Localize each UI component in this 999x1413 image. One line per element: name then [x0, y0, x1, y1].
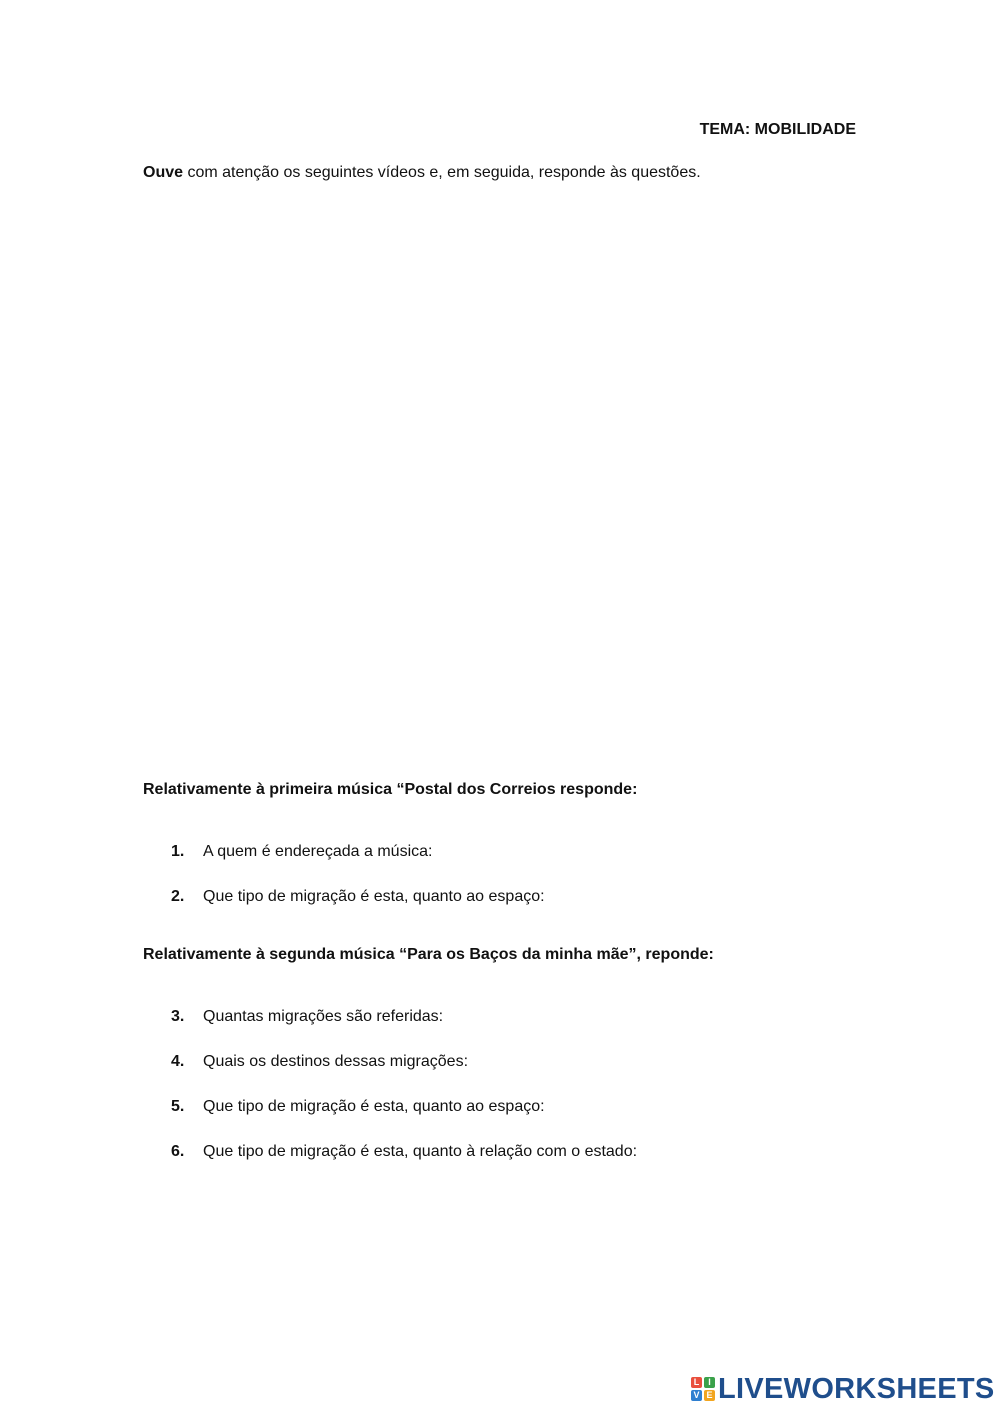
intro-text: com atenção os seguintes vídeos e, em seguida, responde às questões. — [183, 164, 701, 181]
question-item — [171, 1143, 637, 1161]
question-number: 6. — [171, 1143, 185, 1160]
liveworksheets-logo — [691, 1372, 995, 1406]
logo-text: LIVEWORKSHEETS — [718, 1373, 995, 1405]
live-grid-icon — [691, 1377, 715, 1401]
question-item — [171, 1053, 468, 1071]
question-item — [171, 888, 545, 906]
question-text: Quais os destinos dessas migrações: — [203, 1053, 469, 1070]
question-item — [171, 1098, 545, 1116]
logo-tile-e: E — [704, 1390, 715, 1401]
intro-instruction — [143, 164, 701, 182]
question-number: 3. — [171, 1008, 185, 1025]
question-text: A quem é endereçada a música: — [203, 843, 433, 860]
theme-title: TEMA: MOBILIDADE — [699, 121, 856, 138]
question-text: Quantas migrações são referidas: — [203, 1008, 444, 1025]
section-heading-first-song: Relativamente à primeira música “Postal dos Correios responde: — [143, 781, 638, 798]
question-text: Que tipo de migração é esta, quanto ao espaço: — [203, 1098, 545, 1115]
question-text: Que tipo de migração é esta, quanto à relação com o estado: — [203, 1143, 638, 1160]
intro-bold-word: Ouve — [143, 164, 184, 181]
question-item — [171, 1008, 443, 1026]
question-text: Que tipo de migração é esta, quanto ao espaço: — [203, 888, 545, 905]
question-number: 1. — [171, 843, 185, 860]
question-item — [171, 843, 432, 861]
question-number: 5. — [171, 1098, 185, 1115]
question-number: 2. — [171, 888, 185, 905]
logo-tile-v: V — [691, 1390, 702, 1401]
section-heading-second-song: Relativamente à segunda música “Para os Baços da minha mãe”, reponde: — [143, 946, 714, 963]
logo-tile-i: I — [704, 1377, 715, 1388]
question-number: 4. — [171, 1053, 185, 1070]
logo-tile-l: L — [691, 1377, 702, 1388]
